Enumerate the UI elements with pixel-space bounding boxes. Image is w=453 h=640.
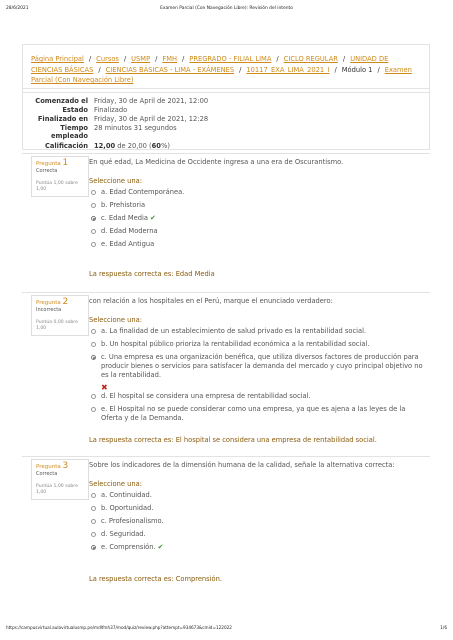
question-text: En qué edad, La Medicina de Occidente ingresa a una era de Oscurantismo. <box>89 158 344 166</box>
breadcrumb-item[interactable]: 10117_EXA_LIMA_2021_I <box>246 65 330 74</box>
answer-option[interactable] <box>89 227 424 236</box>
radio-button[interactable] <box>91 190 96 195</box>
answer-label: c. Una empresa es una organización benéfica, que utiliza diversos factores de producción para producir bienes o servicios para satisfacer la demanda del mercado y cuyo principal objetivo no es la rentabilidad. <box>101 353 423 379</box>
time-value: 28 minutos 31 segundos <box>94 124 177 132</box>
attempt-summary <box>22 88 430 150</box>
question-text: con relación a los hospitales en el Perú, marque el enunciado verdadero: <box>89 297 333 305</box>
radio-button[interactable] <box>91 242 96 247</box>
answer-option[interactable] <box>89 543 424 552</box>
question-points: Puntúa 1,00 sobre 1,00 <box>36 181 78 192</box>
state-label: Estado <box>62 106 88 114</box>
breadcrumb-item: Módulo 1 <box>341 65 373 74</box>
radio-button[interactable] <box>91 216 96 221</box>
radio-button[interactable] <box>91 203 96 208</box>
question-status: Correcta <box>36 168 58 174</box>
answer-option[interactable] <box>89 214 424 223</box>
answer-label: b. Prehistoria <box>101 201 146 209</box>
print-footer <box>6 625 447 632</box>
question-info <box>31 156 89 197</box>
question-points: Puntúa 1,00 sobre 1,00 <box>36 484 78 495</box>
check-icon: ✔ <box>149 214 156 222</box>
question-points: Puntúa 0,00 sobre 1,00 <box>36 320 78 331</box>
breadcrumb-separator: / <box>98 65 101 74</box>
breadcrumb-item[interactable]: FMH <box>162 55 178 63</box>
breadcrumb-item[interactable]: Página Principal <box>31 55 84 63</box>
answer-label: e. Comprensión. <box>101 543 156 551</box>
grade-label: Calificación <box>44 142 88 150</box>
print-date: 28/6/2021 <box>6 6 29 11</box>
answer-label: d. Edad Moderna <box>101 227 158 235</box>
radio-button[interactable] <box>91 532 96 537</box>
breadcrumb-separator: / <box>123 55 127 63</box>
answer-label: e. El Hospital no se puede considerar como una empresa, ya que es ajena a las leyes de la Oferta y de la Demanda. <box>101 405 406 422</box>
question-status: Correcta <box>36 471 58 477</box>
answer-option[interactable] <box>89 327 424 336</box>
answer-label: a. La finalidad de un establecimiento de salud privado es la rentabilidad social. <box>101 327 367 335</box>
question-text: Sobre los indicadores de la dimensión humana de la calidad, señale la alternativa correcta: <box>89 461 395 469</box>
answer-option[interactable] <box>89 517 424 526</box>
answer-label: e. Edad Antigua <box>101 240 155 248</box>
state-value: Finalizado <box>94 106 128 114</box>
radio-button[interactable] <box>91 229 96 234</box>
breadcrumb-item[interactable]: UNIDAD DE CIENCIAS BÁSICAS <box>31 55 389 74</box>
answer-option[interactable] <box>89 405 424 423</box>
answer-option[interactable] <box>89 530 424 539</box>
correct-answer-feedback: La respuesta correcta es: Comprensión. <box>89 575 222 583</box>
answer-option[interactable] <box>89 353 424 380</box>
answer-option[interactable] <box>89 240 424 249</box>
breadcrumb-item[interactable]: Examen Parcial (Con Navegación Libre) <box>31 65 412 84</box>
finished-label: Finalizado en <box>37 115 88 123</box>
question-info <box>31 459 89 500</box>
breadcrumb-item[interactable]: CICLO REGULAR <box>283 55 338 63</box>
answer-label: c. Edad Media <box>101 214 148 222</box>
question-2 <box>22 292 430 455</box>
radio-button[interactable] <box>91 545 96 550</box>
breadcrumb-item[interactable]: CIENCIAS BÁSICAS - LIMA - EXÁMENES <box>105 65 235 74</box>
answer-option[interactable] <box>89 201 424 210</box>
answer-label: d. El hospital se considera una empresa de rentabilidad social. <box>101 392 311 400</box>
radio-button[interactable] <box>91 342 96 347</box>
breadcrumb-separator: / <box>334 65 337 74</box>
started-label: Comenzado el <box>35 97 88 105</box>
print-header <box>6 6 447 14</box>
question-3 <box>22 456 430 596</box>
print-title: Examen Parcial (Con Navegación Libre): Revisión del intento <box>160 6 293 11</box>
cross-icon: ✖ <box>101 383 108 392</box>
grade-value: 12,00 de 20,00 (60%) <box>94 142 170 150</box>
breadcrumb-separator: / <box>155 55 158 63</box>
check-icon: ✔ <box>157 543 164 551</box>
question-number: Pregunta 2 <box>36 297 69 307</box>
breadcrumb-separator: / <box>182 55 185 63</box>
answer-label: c. Profesionalismo. <box>101 517 164 525</box>
print-url: https://campusvirtual.aulavirtualusmp.pe/mdlfmh37/mod/quiz/review.php?attempt=934673&cmid=122022 <box>6 625 232 630</box>
breadcrumb-item[interactable]: Cursos <box>96 55 119 63</box>
print-page-number: 1/6 <box>440 625 447 630</box>
correct-answer-feedback: La respuesta correcta es: El hospital se considera una empresa de rentabilidad social. <box>89 436 377 444</box>
answer-label: b. Oportunidad. <box>101 504 154 512</box>
answer-label: b. Un hospital público prioriza la rentabilidad económica a la rentabilidad social. <box>101 340 370 348</box>
radio-button[interactable] <box>91 519 96 524</box>
question-info <box>31 295 89 336</box>
breadcrumb-separator: / <box>276 55 279 63</box>
radio-button[interactable] <box>91 394 96 399</box>
breadcrumb-item[interactable]: USMP <box>131 55 151 63</box>
answer-option[interactable] <box>89 340 424 349</box>
select-one-prompt: Seleccione una: <box>89 177 142 185</box>
answer-label: a. Continuidad. <box>101 491 152 499</box>
breadcrumb <box>22 44 430 93</box>
breadcrumb-separator: / <box>342 55 346 63</box>
answer-option[interactable] <box>89 504 424 513</box>
breadcrumb-separator: / <box>239 65 242 74</box>
radio-button[interactable] <box>91 407 96 412</box>
answer-option[interactable] <box>89 491 424 500</box>
breadcrumb-separator: / <box>377 65 380 74</box>
question-status: Incorrecta <box>36 307 62 313</box>
select-one-prompt: Seleccione una: <box>89 316 142 324</box>
question-1 <box>22 153 430 291</box>
answer-option[interactable] <box>89 188 424 197</box>
correct-answer-feedback: La respuesta correcta es: Edad Media <box>89 270 215 278</box>
question-number: Pregunta 3 <box>36 461 69 471</box>
select-one-prompt: Seleccione una: <box>89 480 142 488</box>
finished-value: Friday, 30 de April de 2021, 12:28 <box>94 115 209 123</box>
answer-label: a. Edad Contemporánea. <box>101 188 185 196</box>
radio-button[interactable] <box>91 506 96 511</box>
radio-button[interactable] <box>91 355 96 360</box>
answer-option[interactable] <box>89 392 424 401</box>
answer-label: d. Seguridad. <box>101 530 146 538</box>
radio-button[interactable] <box>91 329 96 334</box>
breadcrumb-item[interactable]: PREGRADO - FILIAL LIMA <box>189 55 272 63</box>
started-value: Friday, 30 de April de 2021, 12:00 <box>94 97 209 105</box>
radio-button[interactable] <box>91 493 96 498</box>
time-label: Tiempo empleado <box>50 124 88 140</box>
question-number: Pregunta 1 <box>36 158 69 168</box>
breadcrumb-separator: / <box>88 55 92 63</box>
